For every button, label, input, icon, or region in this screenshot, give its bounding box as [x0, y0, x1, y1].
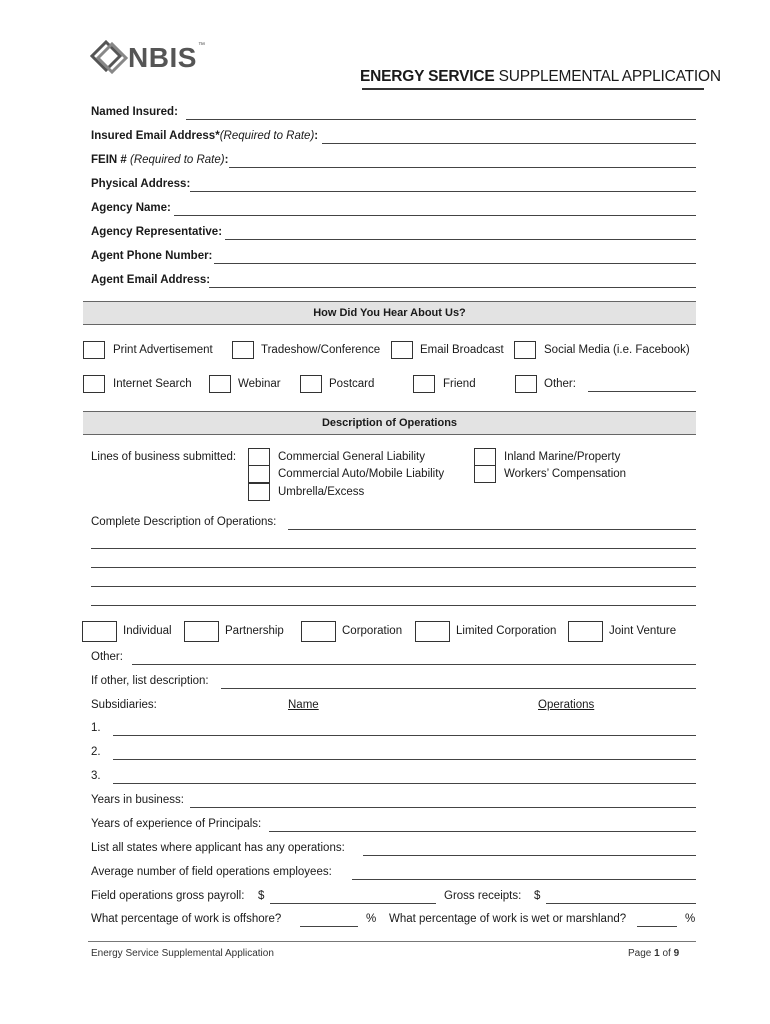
footer-rule [88, 941, 696, 942]
print-ad-checkbox[interactable] [83, 341, 105, 359]
description-line-1[interactable] [288, 529, 696, 530]
limited-corporation-checkbox[interactable] [415, 621, 450, 642]
wet-marsh-label: What percentage of work is wet or marshland? [389, 913, 627, 925]
hear-section-header: How Did You Hear About Us? [83, 301, 696, 325]
avg-employees-label: Average number of field operations employees: [91, 866, 332, 878]
subsidiary-number-1: 1. [91, 722, 101, 734]
inland-marine-label: Inland Marine/Property [504, 451, 621, 463]
offshore-label: What percentage of work is offshore? [91, 913, 282, 925]
states-field[interactable] [363, 855, 696, 856]
description-line-3[interactable] [91, 567, 696, 568]
postcard-label: Postcard [329, 378, 375, 390]
fein-field[interactable] [229, 167, 696, 168]
agent-email-field[interactable] [209, 287, 696, 288]
payroll-label: Field operations gross payroll: [91, 890, 245, 902]
footer-page-number: Page 1 of 9 [628, 948, 680, 959]
title-bold: ENERGY SERVICE [360, 68, 495, 85]
subsidiaries-label: Subsidiaries: [91, 699, 157, 711]
partnership-checkbox[interactable] [184, 621, 219, 642]
corporation-label: Corporation [342, 625, 403, 637]
if-other-label: If other, list description: [91, 675, 209, 687]
social-media-checkbox[interactable] [514, 341, 536, 359]
offshore-field[interactable] [300, 926, 358, 927]
umbrella-checkbox[interactable] [248, 483, 270, 501]
description-line-2[interactable] [91, 548, 696, 549]
agency-name-label: Agency Name: [91, 202, 171, 214]
umbrella-label: Umbrella/Excess [278, 486, 365, 498]
other-source-checkbox[interactable] [515, 375, 537, 393]
individual-checkbox[interactable] [82, 621, 117, 642]
logo-diamond-icon [90, 40, 130, 74]
webinar-checkbox[interactable] [209, 375, 231, 393]
logo-trademark: ™ [198, 42, 205, 49]
title-rest: SUPPLEMENTAL APPLICATION [498, 68, 721, 85]
auto-liability-label: Commercial Auto/Mobile Liability [278, 468, 445, 480]
webinar-label: Webinar [238, 378, 281, 390]
subsidiaries-ops-header: Operations [538, 699, 595, 711]
footer-doc-name: Energy Service Supplemental Application [91, 948, 274, 959]
email-broadcast-checkbox[interactable] [391, 341, 413, 359]
fein-label: FEIN # (Required to Rate): [91, 154, 229, 166]
operations-section-header: Description of Operations [83, 411, 696, 435]
receipts-field[interactable] [546, 903, 696, 904]
joint-venture-label: Joint Venture [609, 625, 677, 637]
complete-description-label: Complete Description of Operations: [91, 516, 277, 528]
workers-comp-label: Workers’ Compensation [504, 468, 627, 480]
wet-marsh-pct: % [685, 913, 696, 925]
receipts-label: Gross receipts: [444, 890, 522, 902]
page-title [360, 68, 721, 86]
tradeshow-checkbox[interactable] [232, 341, 254, 359]
cgl-checkbox[interactable] [248, 448, 270, 466]
print-ad-label: Print Advertisement [113, 344, 213, 356]
subsidiaries-name-header: Name [288, 699, 319, 711]
cgl-label: Commercial General Liability [278, 451, 425, 463]
agency-rep-field[interactable] [225, 239, 696, 240]
agent-phone-field[interactable] [214, 263, 696, 264]
friend-checkbox[interactable] [413, 375, 435, 393]
postcard-checkbox[interactable] [300, 375, 322, 393]
entity-other-field[interactable] [132, 664, 696, 665]
physical-address-field[interactable] [190, 191, 696, 192]
insured-email-label: Insured Email Address*(Required to Rate): [91, 130, 319, 142]
auto-liability-checkbox[interactable] [248, 465, 270, 483]
wet-marsh-field[interactable] [637, 926, 677, 927]
years-business-label: Years in business: [91, 794, 184, 806]
payroll-dollar: $ [258, 890, 265, 902]
logo-text: NBIS [128, 42, 197, 73]
tradeshow-label: Tradeshow/Conference [261, 344, 381, 356]
workers-comp-checkbox[interactable] [474, 465, 496, 483]
offshore-pct: % [366, 913, 377, 925]
receipts-dollar: $ [534, 890, 541, 902]
subsidiary-field-2[interactable] [113, 759, 696, 760]
limited-corporation-label: Limited Corporation [456, 625, 557, 637]
entity-other-label: Other: [91, 651, 123, 663]
internet-search-checkbox[interactable] [83, 375, 105, 393]
years-business-field[interactable] [190, 807, 696, 808]
named-insured-field[interactable] [186, 119, 696, 120]
named-insured-label: Named Insured: [91, 106, 178, 118]
agency-name-field[interactable] [174, 215, 696, 216]
years-principals-field[interactable] [269, 831, 696, 832]
social-media-label: Social Media (i.e. Facebook) [544, 344, 690, 356]
avg-employees-field[interactable] [352, 879, 696, 880]
description-line-5[interactable] [91, 605, 696, 606]
other-source-field[interactable] [588, 391, 696, 392]
inland-marine-checkbox[interactable] [474, 448, 496, 466]
description-line-4[interactable] [91, 586, 696, 587]
subsidiary-number-3: 3. [91, 770, 101, 782]
individual-label: Individual [123, 625, 172, 637]
payroll-field[interactable] [270, 903, 436, 904]
internet-search-label: Internet Search [113, 378, 192, 390]
email-broadcast-label: Email Broadcast [420, 344, 504, 356]
years-principals-label: Years of experience of Principals: [91, 818, 262, 830]
states-label: List all states where applicant has any operations: [91, 842, 345, 854]
title-rule [362, 88, 704, 90]
joint-venture-checkbox[interactable] [568, 621, 603, 642]
insured-email-field[interactable] [322, 143, 696, 144]
if-other-field[interactable] [221, 688, 696, 689]
corporation-checkbox[interactable] [301, 621, 336, 642]
lines-of-business-label: Lines of business submitted: [91, 451, 237, 463]
physical-address-label: Physical Address: [91, 178, 191, 190]
subsidiary-field-1[interactable] [113, 735, 696, 736]
friend-label: Friend [443, 378, 476, 390]
agent-phone-label: Agent Phone Number: [91, 250, 213, 262]
agency-rep-label: Agency Representative: [91, 226, 223, 238]
other-source-label: Other: [544, 378, 576, 390]
agent-email-label: Agent Email Address: [91, 274, 211, 286]
subsidiary-number-2: 2. [91, 746, 101, 758]
subsidiary-field-3[interactable] [113, 783, 696, 784]
partnership-label: Partnership [225, 625, 284, 637]
